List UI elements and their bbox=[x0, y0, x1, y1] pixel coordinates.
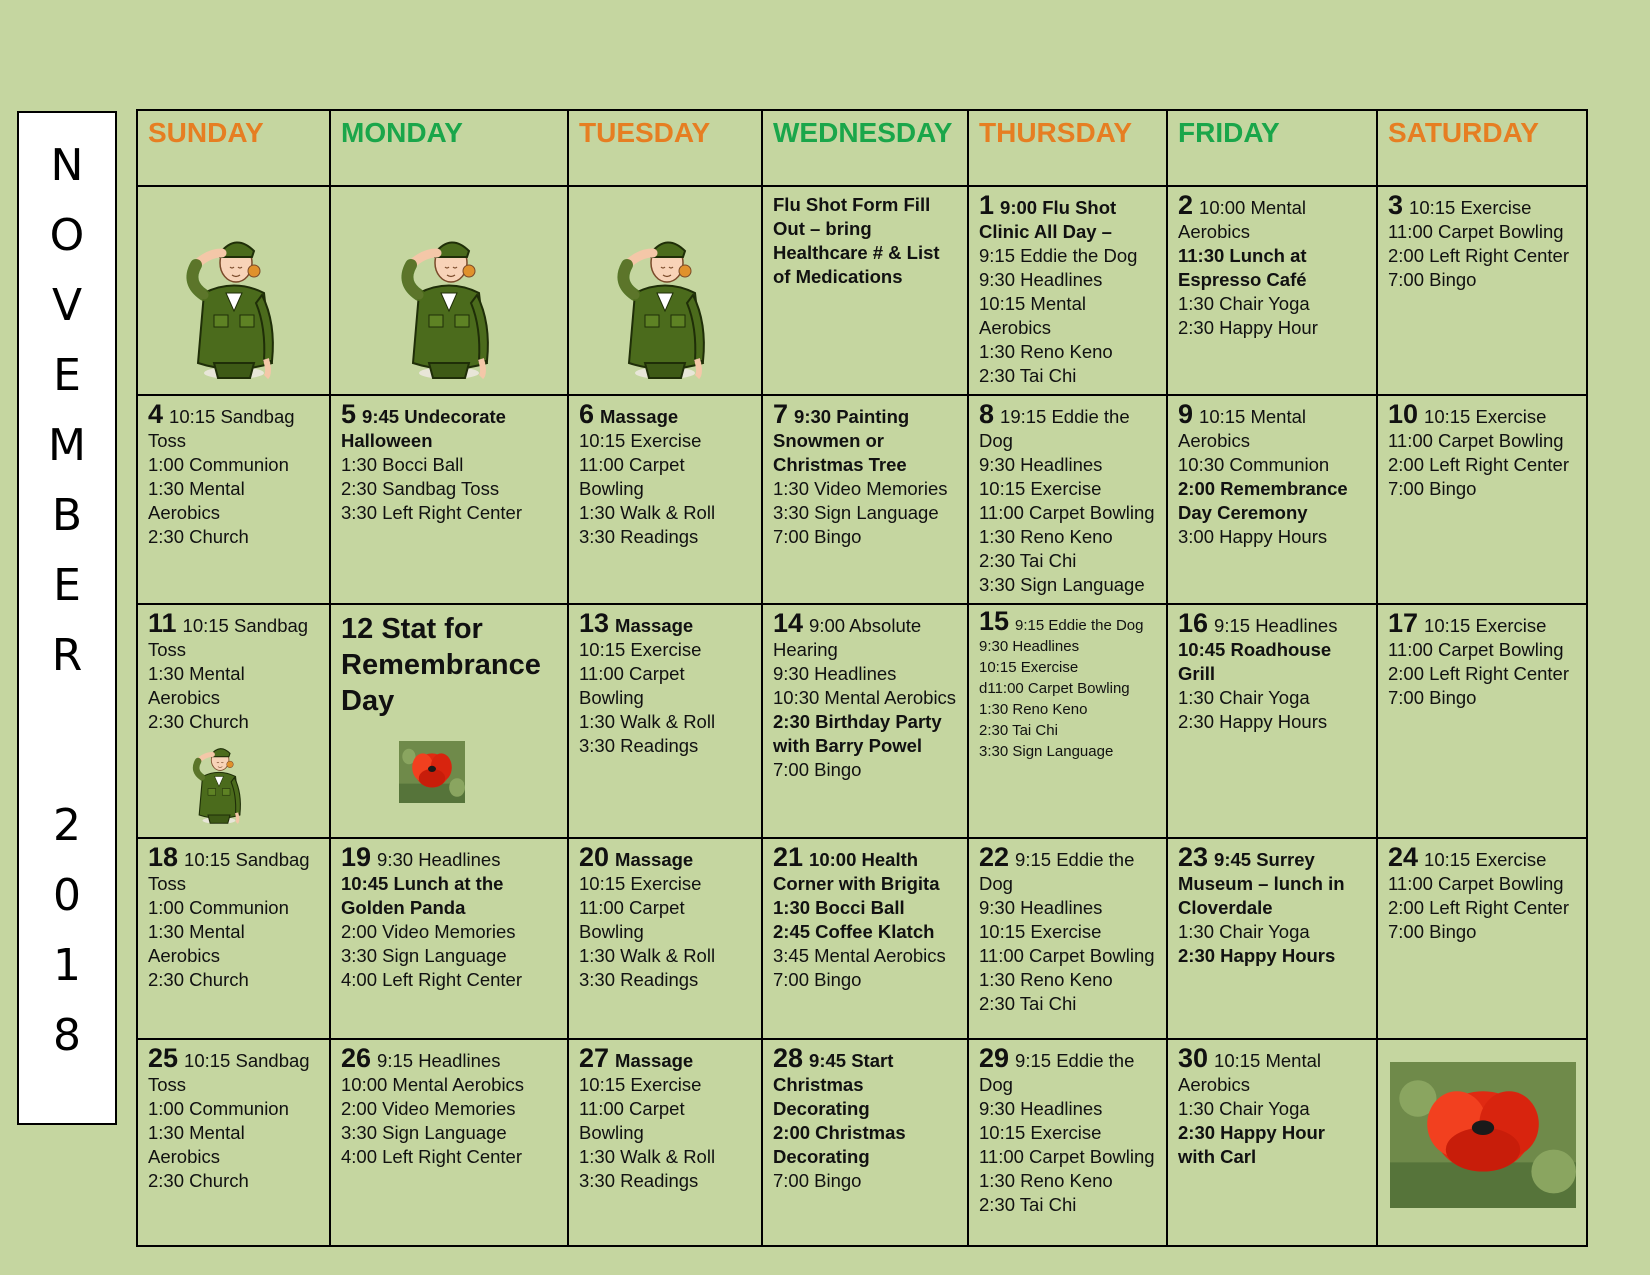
event-item: 10:15 Exercise bbox=[979, 478, 1102, 499]
event-item: 10:15 Exercise bbox=[979, 1122, 1102, 1143]
event-item: 1:30 Chair Yoga bbox=[1178, 687, 1310, 708]
event-item: 1:00 Communion bbox=[148, 454, 289, 475]
year-digit: 0 bbox=[53, 870, 81, 921]
month-year-banner bbox=[17, 111, 117, 1125]
day-number: 23 bbox=[1178, 842, 1209, 872]
day-cell bbox=[762, 604, 968, 838]
year-digit: 1 bbox=[53, 940, 81, 991]
day-number: 30 bbox=[1178, 1043, 1209, 1073]
event-item: 3:30 Readings bbox=[579, 969, 699, 990]
event-item: 2:30 Tai Chi bbox=[979, 722, 1058, 739]
day-cell bbox=[568, 1039, 762, 1246]
saluting-soldier-icon bbox=[579, 223, 751, 388]
day-number: 14 bbox=[773, 608, 804, 638]
day-number: 21 bbox=[773, 842, 804, 872]
weekday-header-thursday: THURSDAY bbox=[968, 110, 1167, 186]
event-item: 11:00 Carpet Bowling bbox=[1388, 430, 1564, 451]
day-cell bbox=[1377, 1039, 1587, 1246]
year-digit: 8 bbox=[53, 1010, 81, 1061]
event-item: 9:30 Headlines bbox=[377, 849, 501, 870]
event-item: 2:00 Left Right Center bbox=[1388, 663, 1569, 684]
day-cell bbox=[568, 395, 762, 604]
event-item: 7:00 Bingo bbox=[773, 1170, 862, 1191]
event-item: 9:30 Headlines bbox=[979, 638, 1080, 655]
event-item: 10:00 Mental Aerobics bbox=[1178, 197, 1306, 242]
day-number: 16 bbox=[1178, 608, 1209, 638]
event-item: 3:30 Readings bbox=[579, 1170, 699, 1191]
day-cell bbox=[568, 186, 762, 395]
event-item: 9:30 Painting Snowmen or Christmas Tree bbox=[773, 406, 910, 475]
event-item: 3:30 Sign Language bbox=[979, 574, 1145, 595]
event-item: 1:30 Reno Keno bbox=[979, 701, 1088, 718]
month-letter: B bbox=[51, 490, 83, 541]
event-item: 2:00 Left Right Center bbox=[1388, 454, 1569, 475]
holiday-label: Stat for Remembrance Day bbox=[341, 613, 541, 717]
event-item: 3:30 Sign Language bbox=[341, 945, 507, 966]
event-item: 10:30 Mental Aerobics bbox=[773, 687, 957, 708]
day-cell bbox=[1377, 186, 1587, 395]
event-item: 2:00 Video Memories bbox=[341, 1098, 516, 1119]
event-item: 1:30 Mental Aerobics bbox=[148, 663, 245, 708]
event-item: 2:30 Church bbox=[148, 1170, 249, 1191]
event-item: 3:45 Mental Aerobics bbox=[773, 945, 946, 966]
event-item: 9:00 Absolute Hearing bbox=[773, 615, 922, 660]
day-number: 12 bbox=[341, 613, 382, 645]
day-cell bbox=[1377, 604, 1587, 838]
weekday-header-friday: FRIDAY bbox=[1167, 110, 1377, 186]
event-item: 4:00 Left Right Center bbox=[341, 1146, 522, 1167]
event-item: 2:00 Christmas Decorating bbox=[773, 1122, 906, 1167]
event-item: 2:00 Video Memories bbox=[341, 921, 516, 942]
day-cell bbox=[762, 395, 968, 604]
event-item: 3:00 Happy Hours bbox=[1178, 526, 1328, 547]
event-item: 1:30 Mental Aerobics bbox=[148, 478, 245, 523]
month-letter: E bbox=[53, 350, 81, 401]
day-cell bbox=[1167, 186, 1377, 395]
event-item: 11:00 Carpet Bowling bbox=[579, 663, 685, 708]
event-item: 1:30 Reno Keno bbox=[979, 341, 1113, 362]
event-item: 9:30 Headlines bbox=[979, 269, 1103, 290]
month-letter: R bbox=[51, 630, 83, 681]
day-number: 2 bbox=[1178, 190, 1194, 220]
event-item: 10:15 Exercise bbox=[579, 873, 702, 894]
month-letter: E bbox=[53, 560, 81, 611]
event-item: 10:00 Mental Aerobics bbox=[341, 1074, 525, 1095]
day-cell bbox=[1377, 838, 1587, 1039]
day-cell bbox=[330, 186, 568, 395]
day-cell bbox=[1167, 1039, 1377, 1246]
week-row bbox=[137, 1039, 1587, 1246]
day-number: 26 bbox=[341, 1043, 372, 1073]
event-item: 10:15 Sandbag Toss bbox=[148, 1050, 310, 1095]
event-item: 10:15 Exercise bbox=[979, 659, 1079, 676]
event-item: 9:15 Eddie the Dog bbox=[979, 1050, 1135, 1095]
event-item: 1:30 Chair Yoga bbox=[1178, 1098, 1310, 1119]
month-letter: N bbox=[50, 140, 84, 191]
month-letter: O bbox=[49, 210, 85, 261]
day-number: 18 bbox=[148, 842, 179, 872]
event-item: 11:00 Carpet Bowling bbox=[579, 454, 685, 499]
event-item: 9:45 Surrey Museum – lunch in Cloverdale bbox=[1178, 849, 1345, 918]
event-item: 9:30 Headlines bbox=[979, 1098, 1103, 1119]
event-item: 3:30 Sign Language bbox=[341, 1122, 507, 1143]
weekday-header-saturday: SATURDAY bbox=[1377, 110, 1587, 186]
event-item: 11:00 Carpet Bowling bbox=[1388, 873, 1564, 894]
event-item: 7:00 Bingo bbox=[1388, 478, 1477, 499]
day-number: 8 bbox=[979, 399, 995, 429]
day-number: 1 bbox=[979, 190, 995, 220]
day-number: 28 bbox=[773, 1043, 804, 1073]
weekday-header-sunday: SUNDAY bbox=[137, 110, 330, 186]
event-item: 10:15 Exercise bbox=[579, 430, 702, 451]
event-item: Massage bbox=[615, 615, 694, 636]
day-cell bbox=[968, 838, 1167, 1039]
event-item: Massage bbox=[615, 849, 694, 870]
event-item: 11:00 Carpet Bowling bbox=[579, 897, 685, 942]
event-item: 2:00 Remembrance Day Ceremony bbox=[1178, 478, 1348, 523]
event-item: 10:15 Exercise bbox=[579, 1074, 702, 1095]
event-item: 2:30 Tai Chi bbox=[979, 550, 1077, 571]
day-cell bbox=[568, 838, 762, 1039]
event-item: 1:00 Communion bbox=[148, 1098, 289, 1119]
day-cell bbox=[762, 838, 968, 1039]
weekday-header-wednesday: WEDNESDAY bbox=[762, 110, 968, 186]
event-item: 10:15 Exercise bbox=[1424, 406, 1547, 427]
event-item: 11:00 Carpet Bowling bbox=[979, 1146, 1155, 1167]
month-letter: V bbox=[51, 280, 83, 331]
event-item: 2:30 Sandbag Toss bbox=[341, 478, 500, 499]
day-cell bbox=[330, 1039, 568, 1246]
saluting-soldier-icon bbox=[148, 223, 319, 388]
event-item: 10:15 Sandbag Toss bbox=[148, 615, 309, 660]
event-item: 9:45 Undecorate Halloween bbox=[341, 406, 506, 451]
week-row bbox=[137, 604, 1587, 838]
day-cell bbox=[762, 1039, 968, 1246]
event-item: 10:15 Mental Aerobics bbox=[1178, 406, 1306, 451]
event-item: 10:45 Lunch at the Golden Panda bbox=[341, 873, 504, 918]
event-item: 11:00 Carpet Bowling bbox=[1388, 639, 1564, 660]
event-item: 3:30 Readings bbox=[579, 526, 699, 547]
event-item: 10:15 Sandbag Toss bbox=[148, 406, 295, 451]
saluting-soldier-small-icon bbox=[186, 738, 319, 831]
weekday-header-row bbox=[137, 110, 1587, 186]
day-number: 6 bbox=[579, 399, 595, 429]
event-item: 11:00 Carpet Bowling bbox=[579, 1098, 685, 1143]
day-cell bbox=[137, 395, 330, 604]
event-item: 10:15 Sandbag Toss bbox=[148, 849, 310, 894]
day-number: 29 bbox=[979, 1043, 1010, 1073]
event-item: 11:30 Lunch at Espresso Café bbox=[1178, 245, 1307, 290]
event-item: 1:30 Bocci Ball bbox=[341, 454, 464, 475]
poppy-large-icon bbox=[1390, 1062, 1576, 1213]
event-item: 11:00 Carpet Bowling bbox=[1388, 221, 1564, 242]
day-number: 20 bbox=[579, 842, 610, 872]
event-item: Flu Shot Form Fill Out – bring Healthcare # & List of Medications bbox=[773, 194, 940, 287]
day-number: 9 bbox=[1178, 399, 1194, 429]
day-number: 5 bbox=[341, 399, 357, 429]
event-item: 2:30 Church bbox=[148, 526, 249, 547]
event-item: 9:00 Flu Shot Clinic All Day – bbox=[979, 197, 1117, 242]
event-item: 1:30 Bocci Ball bbox=[773, 897, 905, 918]
day-number: 27 bbox=[579, 1043, 610, 1073]
day-cell bbox=[137, 1039, 330, 1246]
day-cell bbox=[1167, 395, 1377, 604]
event-item: 11:00 Carpet Bowling bbox=[979, 502, 1155, 523]
poppy-small-icon bbox=[399, 741, 557, 808]
day-cell bbox=[1167, 838, 1377, 1039]
day-number: 13 bbox=[579, 608, 610, 638]
event-item: 19:15 Eddie the Dog bbox=[979, 406, 1130, 451]
event-item: 1:30 Reno Keno bbox=[979, 526, 1113, 547]
event-item: 10:15 Exercise bbox=[979, 921, 1102, 942]
event-item: 1:30 Walk & Roll bbox=[579, 945, 716, 966]
event-item: 7:00 Bingo bbox=[1388, 921, 1477, 942]
event-item: 2:30 Happy Hour bbox=[1178, 317, 1318, 338]
day-cell bbox=[137, 186, 330, 395]
event-item: 1:30 Chair Yoga bbox=[1178, 921, 1310, 942]
event-item: 7:00 Bingo bbox=[1388, 687, 1477, 708]
event-item: 11:00 Carpet Bowling bbox=[979, 945, 1155, 966]
event-item: 7:00 Bingo bbox=[773, 969, 862, 990]
event-item: 2:30 Church bbox=[148, 969, 249, 990]
event-item: d11:00 Carpet Bowling bbox=[979, 680, 1130, 697]
event-item: 7:00 Bingo bbox=[773, 759, 862, 780]
day-number: 7 bbox=[773, 399, 789, 429]
event-item: 10:30 Communion bbox=[1178, 454, 1330, 475]
day-number: 24 bbox=[1388, 842, 1419, 872]
calendar-grid bbox=[136, 109, 1588, 1247]
event-item: 10:15 Mental Aerobics bbox=[979, 293, 1086, 338]
event-item: 2:30 Birthday Party with Barry Powel bbox=[773, 711, 942, 756]
event-item: 9:15 Headlines bbox=[1214, 615, 1338, 636]
day-number: 15 bbox=[979, 606, 1010, 636]
day-cell bbox=[137, 838, 330, 1039]
day-cell bbox=[968, 604, 1167, 838]
day-cell bbox=[968, 395, 1167, 604]
event-item: 7:00 Bingo bbox=[773, 526, 862, 547]
event-item: 1:30 Walk & Roll bbox=[579, 502, 716, 523]
event-item: 9:30 Headlines bbox=[773, 663, 897, 684]
day-number: 25 bbox=[148, 1043, 179, 1073]
event-item: 9:15 Eddie the Dog bbox=[1015, 617, 1144, 634]
day-cell bbox=[762, 186, 968, 395]
event-item: 10:15 Mental Aerobics bbox=[1178, 1050, 1322, 1095]
event-item: 1:30 Walk & Roll bbox=[579, 1146, 716, 1167]
event-item: 10:45 Roadhouse Grill bbox=[1178, 639, 1332, 684]
event-item: 3:30 Sign Language bbox=[773, 502, 939, 523]
event-item: 3:30 Left Right Center bbox=[341, 502, 522, 523]
year-digit: 2 bbox=[53, 800, 81, 851]
week-row bbox=[137, 395, 1587, 604]
event-item: 1:30 Chair Yoga bbox=[1178, 293, 1310, 314]
event-item: 10:00 Health Corner with Brigita bbox=[773, 849, 940, 894]
event-item: 1:30 Mental Aerobics bbox=[148, 1122, 245, 1167]
event-item: 9:15 Eddie the Dog bbox=[979, 849, 1135, 894]
event-item: 2:30 Church bbox=[148, 711, 249, 732]
event-item: 4:00 Left Right Center bbox=[341, 969, 522, 990]
day-number: 22 bbox=[979, 842, 1010, 872]
event-item: 7:00 Bingo bbox=[1388, 269, 1477, 290]
event-item: Massage bbox=[600, 406, 679, 427]
event-item: 9:30 Headlines bbox=[979, 897, 1103, 918]
event-item: 2:30 Happy Hours bbox=[1178, 945, 1336, 966]
day-cell bbox=[330, 838, 568, 1039]
day-number: 3 bbox=[1388, 190, 1404, 220]
event-item: 1:30 Walk & Roll bbox=[579, 711, 716, 732]
event-item: 1:30 Mental Aerobics bbox=[148, 921, 245, 966]
month-letter: M bbox=[48, 420, 86, 471]
event-item: 2:30 Tai Chi bbox=[979, 993, 1077, 1014]
event-item: 10:15 Exercise bbox=[1424, 615, 1547, 636]
event-item: 10:15 Exercise bbox=[1424, 849, 1547, 870]
event-item: 3:30 Readings bbox=[579, 735, 699, 756]
day-number: 19 bbox=[341, 842, 372, 872]
event-item: 9:15 Eddie the Dog bbox=[979, 245, 1138, 266]
day-cell bbox=[330, 604, 568, 838]
day-cell bbox=[968, 1039, 1167, 1246]
day-cell bbox=[1167, 604, 1377, 838]
weekday-header-tuesday: TUESDAY bbox=[568, 110, 762, 186]
event-item: 10:15 Exercise bbox=[579, 639, 702, 660]
event-item: 1:00 Communion bbox=[148, 897, 289, 918]
event-item: 2:00 Left Right Center bbox=[1388, 245, 1569, 266]
event-item: 2:30 Happy Hours bbox=[1178, 711, 1328, 732]
event-item: 3:30 Sign Language bbox=[979, 743, 1114, 760]
weekday-header-monday: MONDAY bbox=[330, 110, 568, 186]
event-item: 1:30 Video Memories bbox=[773, 478, 948, 499]
week-row bbox=[137, 186, 1587, 395]
day-cell bbox=[137, 604, 330, 838]
event-item: 1:30 Reno Keno bbox=[979, 969, 1113, 990]
event-item: 9:30 Headlines bbox=[979, 454, 1103, 475]
event-item: 2:30 Tai Chi bbox=[979, 1194, 1077, 1215]
day-number: 10 bbox=[1388, 399, 1419, 429]
event-item: 2:30 Tai Chi bbox=[979, 365, 1077, 386]
event-item: 10:15 Exercise bbox=[1409, 197, 1532, 218]
day-cell bbox=[968, 186, 1167, 395]
event-item: 2:45 Coffee Klatch bbox=[773, 921, 935, 942]
week-row bbox=[137, 838, 1587, 1039]
event-item: 9:45 Start Christmas Decorating bbox=[773, 1050, 894, 1119]
day-number: 11 bbox=[148, 608, 177, 638]
day-cell bbox=[1377, 395, 1587, 604]
day-number: 17 bbox=[1388, 608, 1419, 638]
day-cell bbox=[330, 395, 568, 604]
day-number: 4 bbox=[148, 399, 164, 429]
event-item: Massage bbox=[615, 1050, 694, 1071]
event-item: 1:30 Reno Keno bbox=[979, 1170, 1113, 1191]
event-item: 2:00 Left Right Center bbox=[1388, 897, 1569, 918]
event-item: 9:15 Headlines bbox=[377, 1050, 501, 1071]
event-item: 2:30 Happy Hour with Carl bbox=[1178, 1122, 1326, 1167]
saluting-soldier-icon bbox=[341, 223, 557, 388]
day-cell bbox=[568, 604, 762, 838]
